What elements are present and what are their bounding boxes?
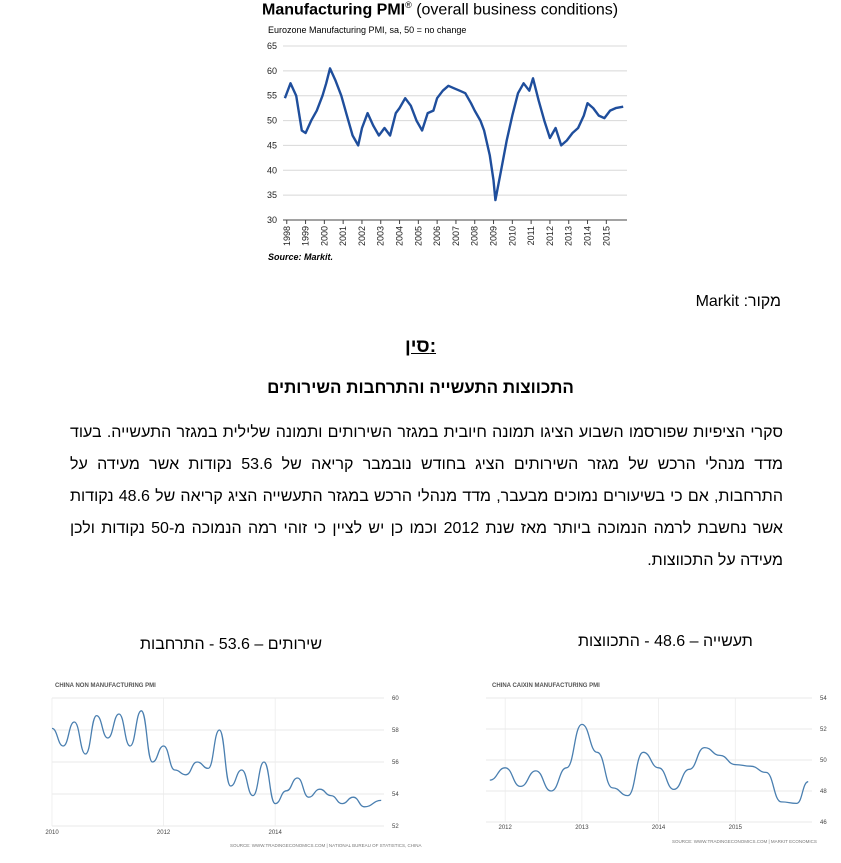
y-tick-label: 50 — [820, 758, 827, 764]
y-tick-label: 45 — [266, 140, 277, 151]
x-tick-label: 2010 — [507, 226, 518, 247]
body-paragraph: סקרי הציפיות שפורסמו השבוע הציגו תמונה חיובית במגזר השירותים ותמונה שלילית במגזר התעשייה. בעוד מדד מנהלי הרכש של מגזר השירותים הציג בחודש נובמבר קריאה של 53.6 נקודות אשר מעידה על התרחבות, אם כי בשיעורים נמוכים מבעבר, מדד מנהלי הרכש במגזר התעשייה הציג קריאה של 48.6 נקודות אשר נחשבת לרמה הנמוכה ביותר מאז שנת 2012 וכמו כן יש לציין כי זוהי רמה הנמוכה מ-50 נקודות ולכן מעידה על התכווצות. — [70, 424, 784, 569]
x-tick-label: 2014 — [651, 825, 666, 831]
x-tick-label: 2010 — [45, 830, 59, 836]
x-tick-label: 2015 — [728, 825, 742, 831]
eurozone-chart-subtitle: Eurozone Manufacturing PMI, sa, 50 = no change — [268, 25, 467, 35]
x-tick-label: 2014 — [582, 226, 593, 247]
y-tick-label: 60 — [266, 65, 277, 76]
series-line — [285, 68, 623, 200]
x-tick-label: 2014 — [268, 830, 282, 836]
y-tick-label: 48 — [820, 789, 827, 795]
x-tick-label: 2006 — [432, 226, 443, 247]
y-tick-label: 56 — [392, 760, 399, 766]
y-tick-label: 35 — [266, 190, 277, 201]
x-tick-label: 1999 — [300, 226, 311, 247]
x-tick-label: 2011 — [526, 226, 537, 246]
x-tick-label: 2013 — [575, 825, 589, 831]
x-tick-label: 2002 — [356, 226, 367, 247]
y-tick-label: 50 — [266, 115, 277, 126]
y-tick-label: 52 — [820, 727, 827, 733]
y-tick-label: 60 — [392, 696, 399, 702]
x-tick-label: 2013 — [563, 226, 574, 247]
eurozone-chart-title: Manufacturing PMI® (overall business conditions) — [262, 0, 619, 19]
y-tick-label: 65 — [266, 41, 277, 51]
china-non-manufacturing-chart — [40, 690, 405, 840]
x-tick-label: 2012 — [156, 830, 171, 836]
x-tick-label: 2003 — [375, 226, 386, 247]
eurozone-chart-source: Source: Markit. — [268, 252, 334, 262]
y-tick-label: 30 — [266, 215, 277, 225]
y-tick-label: 46 — [820, 820, 827, 826]
x-tick-label: 2007 — [450, 226, 461, 247]
services-pmi-label: שירותים – 53.6 - התרחבות — [140, 636, 323, 653]
y-tick-label: 54 — [820, 696, 827, 702]
x-tick-label: 2001 — [338, 226, 349, 247]
y-tick-label: 55 — [266, 90, 277, 101]
china-caixin-manufacturing-chart — [478, 690, 833, 835]
x-tick-label: 2009 — [488, 226, 499, 247]
x-tick-label: 2005 — [413, 226, 424, 247]
x-tick-label: 2004 — [394, 226, 405, 247]
caixin-chart-title: CHINA CAIXIN MANUFACTURING PMI — [492, 683, 600, 689]
x-tick-label: 1998 — [281, 226, 292, 247]
series-line — [52, 711, 381, 807]
services-chart-title: CHINA NON MANUFACTURING PMI — [55, 683, 156, 689]
y-tick-label: 40 — [266, 165, 277, 176]
x-tick-label: 2008 — [469, 226, 480, 247]
services-chart-source: SOURCE: WWW.TRADINGECONOMICS.COM | NATIONAL BUREAU OF STATISTICS, CHINA — [230, 843, 422, 848]
caixin-chart-source: SOURCE: WWW.TRADINGECONOMICS.COM | MARKIT ECONOMICS — [672, 839, 817, 844]
section-subheading: התכווצות התעשייה והתרחבות השירותים — [267, 378, 574, 397]
section-heading-china: סין: — [404, 336, 437, 357]
x-tick-label: 2012 — [498, 825, 512, 831]
series-line — [490, 724, 808, 803]
y-tick-label: 58 — [392, 728, 399, 734]
y-tick-label: 52 — [392, 824, 399, 830]
source-line: מקור: Markit — [695, 293, 781, 310]
x-tick-label: 2012 — [544, 226, 555, 247]
manufacturing-pmi-label: תעשייה – 48.6 - התכווצות — [578, 633, 753, 650]
x-tick-label: 2000 — [319, 226, 330, 247]
eurozone-pmi-chart — [255, 38, 635, 252]
x-tick-label: 2015 — [601, 226, 612, 247]
y-tick-label: 54 — [392, 792, 399, 798]
